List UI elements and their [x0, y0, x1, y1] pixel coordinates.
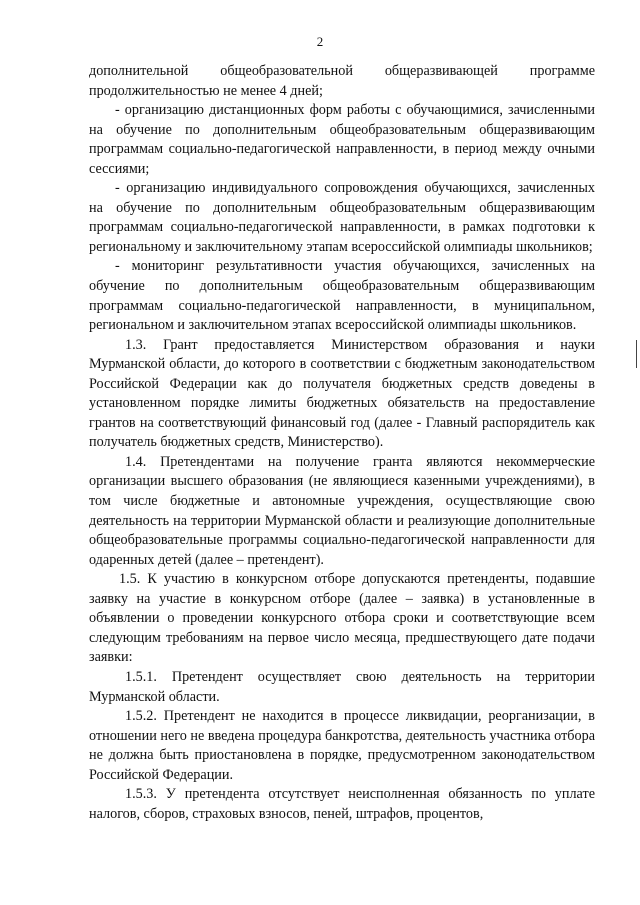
list-item-individual-support: - организацию индивидуального сопровождения обучающихся, зачисленных на обучение по дополнительным общеобразовательным общеразвивающим программам социально-педагогической направленности, в рамках подготовки к региональному и заключительному этапам всероссийской олимпиады школьников; — [89, 180, 595, 255]
page-number: 2 — [316, 34, 324, 49]
document-body — [89, 62, 595, 824]
list-item-remote-work: - организацию дистанционных форм работы с обучающимися, зачисленными на обучение по дополнительным общеобразовательным общеразвивающим программам социально-педагогической направленности, в период между очными сессиями; — [89, 102, 595, 177]
clause-1-5-1: 1.5.1. Претендент осуществляет свою деятельность на территории Мурманской области. — [89, 668, 595, 705]
clause-1-5-2: 1.5.2. Претендент не находится в процессе ликвидации, реорганизации, в отношении него не введена процедура банкротства, деятельность участника отбора не должна быть приостановлена в порядке, предусмотренном законодательством Российской Федерации. — [89, 708, 595, 783]
paragraph-program-duration: дополнительной общеобразовательной общеразвивающей программе продолжительностью не менее 4 дней; — [89, 63, 595, 99]
clause-1-5: 1.5. К участию в конкурсном отборе допускаются претенденты, подавшие заявку на участие в конкурсном отборе (далее – заявка) в установленные в объявлении о проведении конкурсного отбора сроки и соответствующие всем следующим требованиям на первое число месяца, предшествующего дате подачи заявки: — [89, 571, 595, 666]
clause-1-3: 1.3. Грант предоставляется Министерством образования и науки Мурманской области, до которого в соответствии с бюджетным законодательством Российской Федерации как до получателя бюджетных средств доведены в установленном порядке лимиты бюджетных обязательств на предоставление грантов на соответствующий финансовый год (далее - Главный распорядитель как получатель бюджетных средств, Министерство). — [89, 336, 595, 451]
scan-edge-mark — [636, 340, 637, 368]
clause-1-4: 1.4. Претендентами на получение гранта являются некоммерческие организации высшего образования (не являющиеся казенными учреждениями), в том числе бюджетные и автономные учреждения, осуществляющие свою деятельность на территории Мурманской области и реализующие дополнительные общеобразовательные программы социально-педагогической направленности для одаренных детей (далее – претендент). — [89, 453, 595, 568]
list-item-monitoring: - мониторинг результативности участия обучающихся, зачисленных на обучение по дополнительным общеобразовательным общеразвивающим программам социально-педагогической направленности, в муниципальном, региональном и заключительном этапах всероссийской олимпиады школьников. — [89, 258, 595, 334]
clause-1-5-3: 1.5.3. У претендента отсутствует неисполненная обязанность по уплате налогов, сборов, страховых взносов, пеней, штрафов, процентов, — [89, 786, 595, 822]
